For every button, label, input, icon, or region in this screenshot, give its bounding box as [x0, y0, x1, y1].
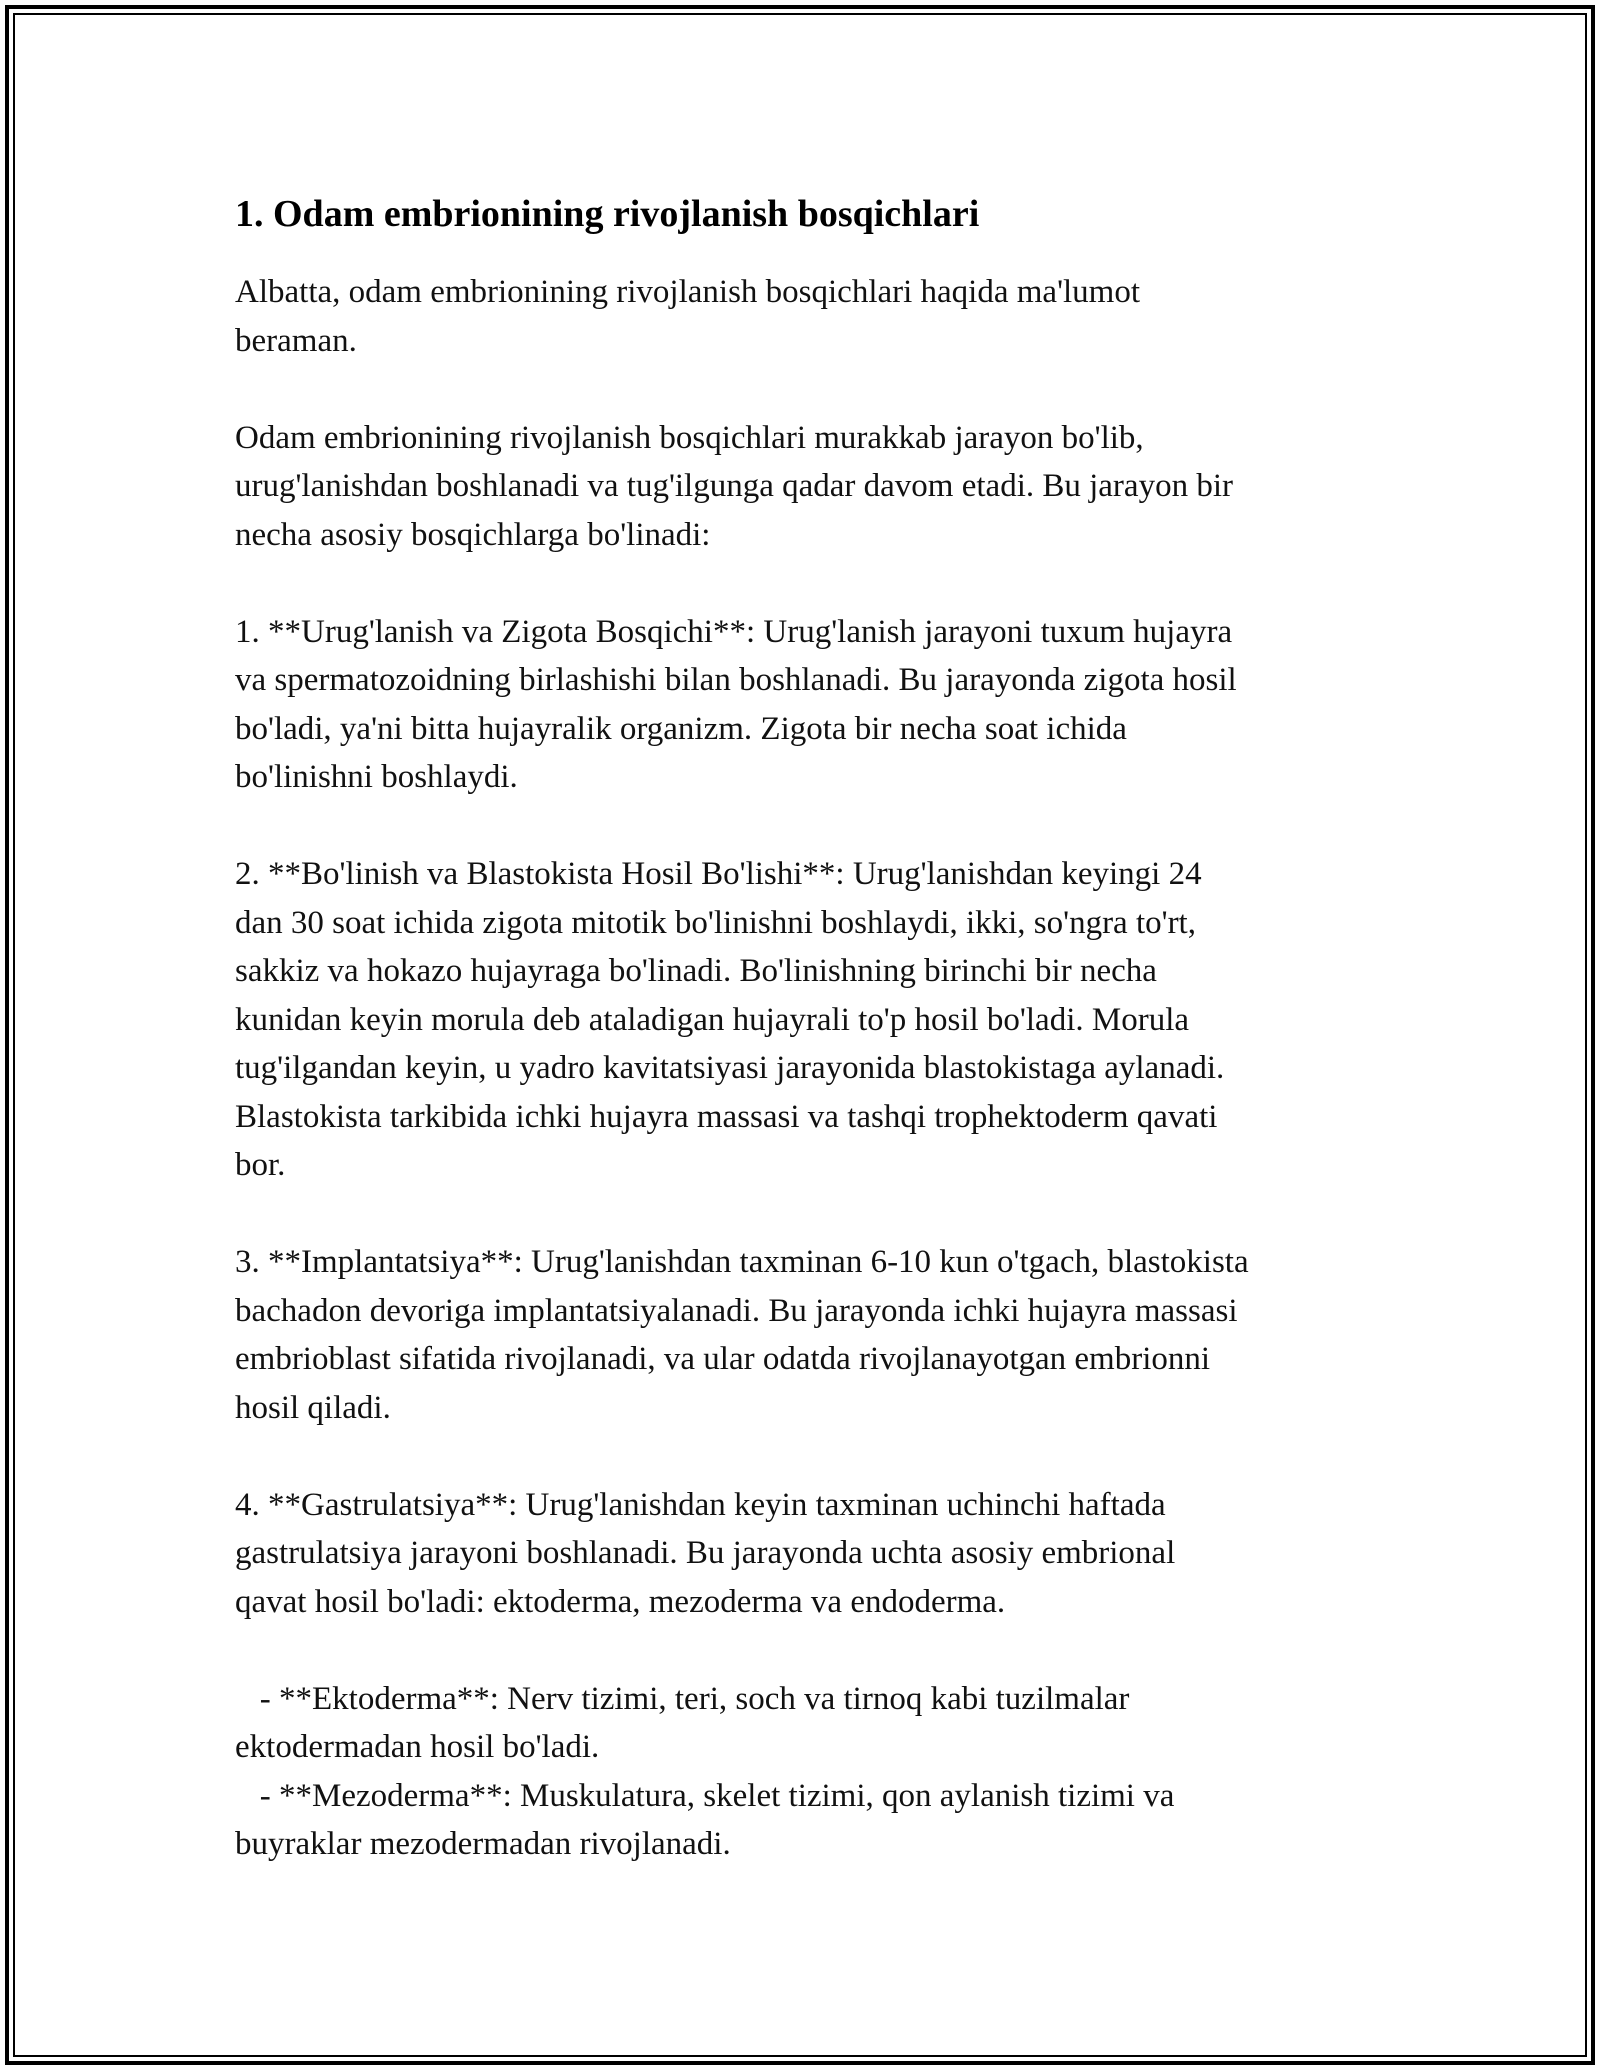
document-body: Albatta, odam embrionining rivojlanish bosqichlari haqida ma'lumot beraman. Odam embrionining rivojlanish bosqichlari murakkab jarayon bo'lib, urug'lanishdan boshlanadi va tug'ilgunga qadar davom etadi. Bu jarayon bir necha asosiy bosqichlarga bo'linadi: 1. **Urug'lanish va Zigota Bosqichi**: Urug'lanish jarayoni tuxum hujayra va spermatozoidning birlashishi bilan boshlanadi. Bu jarayonda zigota hosil bo'ladi, ya'ni bitta hujayralik organizm. Zigota bir necha soat ichida bo'linishni boshlaydi. 2. **Bo'linish va Blastokista Hosil Bo'lishi**: Urug'lanishdan keyingi 24 dan 30 soat ichida zigota mitotik bo'linishni boshlaydi, ikki, so'ngra to'rt, sakkiz va hokazo hujayraga bo'linadi. Bo'linishning birinchi bir necha kunidan keyin morula deb ataladigan hujayrali to'p hosil bo'ladi. Morula tug'ilgandan keyin, u yadro kavitatsiyasi jarayonida blastokistaga aylanadi. Blastokista tarkibida ichki hujayra massasi va tashqi trophektoderm qavati bor. 3. **Implantatsiya**: Urug'lanishdan taxminan 6-10 kun o'tgach, blastokista bachadon devoriga implantatsiyalanadi. Bu jarayonda ichki hujayra massasi embrioblast sifatida rivojlanadi, va ular odatda rivojlanayotgan embrionni hosil qiladi. 4. **Gastrulatsiya**: Urug'lanishdan keyin taxminan uchinchi haftada gastrulatsiya jarayoni boshlanadi. Bu jarayonda uchta asosiy embrional qavat hosil bo'ladi: ektoderma, mezoderma va endoderma. - **Ektoderma**: Nerv tizimi, teri, soch va tirnoq kabi tuzilmalar ektodermadan hosil bo'ladi. - **Mezoderma**: Muskulatura, skelet tizimi, qon aylanish tizimi va buyraklar mezodermadan rivojlanadi.	[235, 274, 1249, 1862]
document-content	[235, 190, 1365, 1869]
document-title: 1. Odam embrionining rivojlanish bosqichlari	[235, 193, 980, 235]
